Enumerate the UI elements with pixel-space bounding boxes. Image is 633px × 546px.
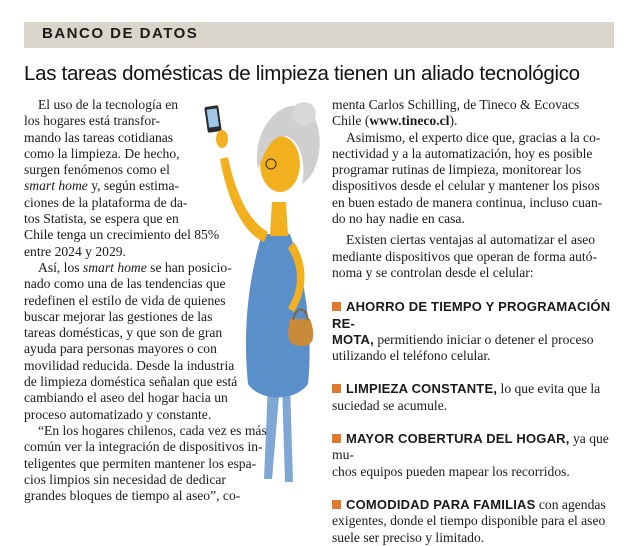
- square-bullet-icon: [332, 302, 341, 311]
- square-bullet-icon: [332, 500, 341, 509]
- text-fragment: ).: [449, 113, 458, 129]
- website-link[interactable]: www.tineco.cl: [369, 113, 450, 129]
- text-line: los hogares está transfor-: [24, 113, 160, 129]
- text-line: buscar mejorar las gestiones de las: [24, 308, 213, 324]
- text-line: en buen estado de manera continua, incluso cuan-: [332, 194, 603, 210]
- text-line: mando las tareas cotidianas: [24, 129, 174, 145]
- text-line: [332, 299, 618, 332]
- text-line: Asimismo, el experto dice que, gracias a la co-: [346, 129, 601, 145]
- text-line: chos equipos pueden mapear los recorridos.: [332, 463, 570, 479]
- text-line: El uso de la tecnología en: [38, 97, 179, 112]
- text-line: [24, 178, 279, 194]
- headline: Las tareas domésticas de limpieza tienen un aliado tecnológico: [24, 62, 580, 85]
- text-line: grandes bloques de tiempo al aseo”, co-: [24, 488, 241, 504]
- text-fragment: Así, los: [38, 259, 83, 275]
- text-line: como la limpieza. De hecho,: [24, 145, 180, 161]
- text-line: ciones de la plataforma de da-: [24, 194, 188, 210]
- text-line: programar rutinas de limpieza, monitorear los: [332, 162, 582, 178]
- text-line: [332, 497, 618, 513]
- text-fragment: ya que mu-: [332, 431, 609, 463]
- italic-term: smart home: [82, 259, 147, 275]
- purse: [288, 319, 313, 346]
- text-line: redefinen el estilo de vida de quienes: [24, 292, 226, 308]
- text-line: [332, 381, 618, 397]
- text-line: común ver la integración de dispositivos in-: [24, 439, 263, 455]
- text-line: dispositivos desde el celular y mantener los pisos: [332, 178, 600, 194]
- text-line: teligentes que permiten mantener los espa-: [24, 455, 257, 471]
- italic-term: smart home: [24, 178, 88, 194]
- section-label: BANCO DE DATOS: [42, 25, 199, 42]
- text-line: movilidad reducida. Desde la industria: [24, 357, 235, 373]
- benefit-item: [332, 431, 618, 480]
- right-column: [332, 97, 618, 546]
- text-fragment: y, según estima-: [87, 178, 180, 194]
- text-line: surgen fenómenos como el: [24, 162, 170, 178]
- text-fragment: se han posicio-: [146, 259, 232, 275]
- square-bullet-icon: [332, 434, 341, 443]
- text-line: nectividad y a la automatización, hoy es posible: [332, 145, 593, 161]
- text-line: de limpieza doméstica señalan que está: [24, 374, 238, 390]
- text-fragment: permitiendo iniciar o detener el proceso: [373, 331, 594, 347]
- text-line: proceso automatizado y constante.: [24, 406, 212, 422]
- text-line: [332, 113, 618, 129]
- text-line: nado como una de las tendencias que: [24, 276, 226, 292]
- text-line: entre 2024 y 2029.: [24, 243, 126, 259]
- benefit-title: LIMPIEZA CONSTANTE,: [346, 381, 498, 397]
- text-line: noma y se controlan desde el celular:: [332, 264, 534, 280]
- text-line: Chile tenga un crecimiento del 85%: [24, 227, 220, 243]
- text-line: tareas domésticas, y que son de gran: [24, 325, 223, 341]
- benefit-item: [332, 497, 618, 546]
- text-line: exigentes, donde el tiempo disponible para el aseo: [332, 513, 606, 529]
- text-line: cios limpios sin necesidad de dedicar: [24, 471, 226, 487]
- benefit-item: [332, 381, 618, 414]
- text-line: utilizando el teléfono celular.: [332, 348, 491, 364]
- text-line: ayuda para personas mayores o con: [24, 341, 217, 357]
- text-line: mediante dispositivos que operan de forma autó-: [332, 248, 598, 264]
- text-line: suele ser preciso y limitado.: [332, 529, 485, 545]
- text-line: tos Statista, se espera que en: [24, 211, 179, 227]
- text-line: [332, 332, 618, 348]
- benefit-title: MOTA,: [332, 331, 374, 347]
- square-bullet-icon: [332, 384, 341, 393]
- benefit-title: COMODIDAD PARA FAMILIAS: [346, 496, 536, 512]
- text-line: suciedad se acumule.: [332, 397, 448, 413]
- left-column: [24, 97, 279, 504]
- benefit-title: MAYOR COBERTURA DEL HOGAR,: [346, 431, 570, 447]
- text-fragment: Chile (: [332, 113, 370, 129]
- text-line: do no hay nadie en casa.: [332, 211, 465, 227]
- text-line: cambiando el aseo del hogar hacia un: [24, 390, 228, 406]
- text-line: menta Carlos Schilling, de Tineco & Ecovacs: [332, 97, 580, 112]
- text-fragment: con agendas: [535, 496, 606, 512]
- benefit-item: [332, 299, 618, 364]
- text-line: [332, 431, 618, 464]
- text-fragment: lo que evita que la: [497, 381, 601, 397]
- text-line: Existen ciertas ventajas al automatizar el aseo: [346, 232, 596, 248]
- text-line: [24, 260, 279, 276]
- benefit-title: AHORRO DE TIEMPO Y PROGRAMACIÓN RE-: [332, 299, 611, 331]
- text-line: “En los hogares chilenos, cada vez es más: [38, 422, 267, 438]
